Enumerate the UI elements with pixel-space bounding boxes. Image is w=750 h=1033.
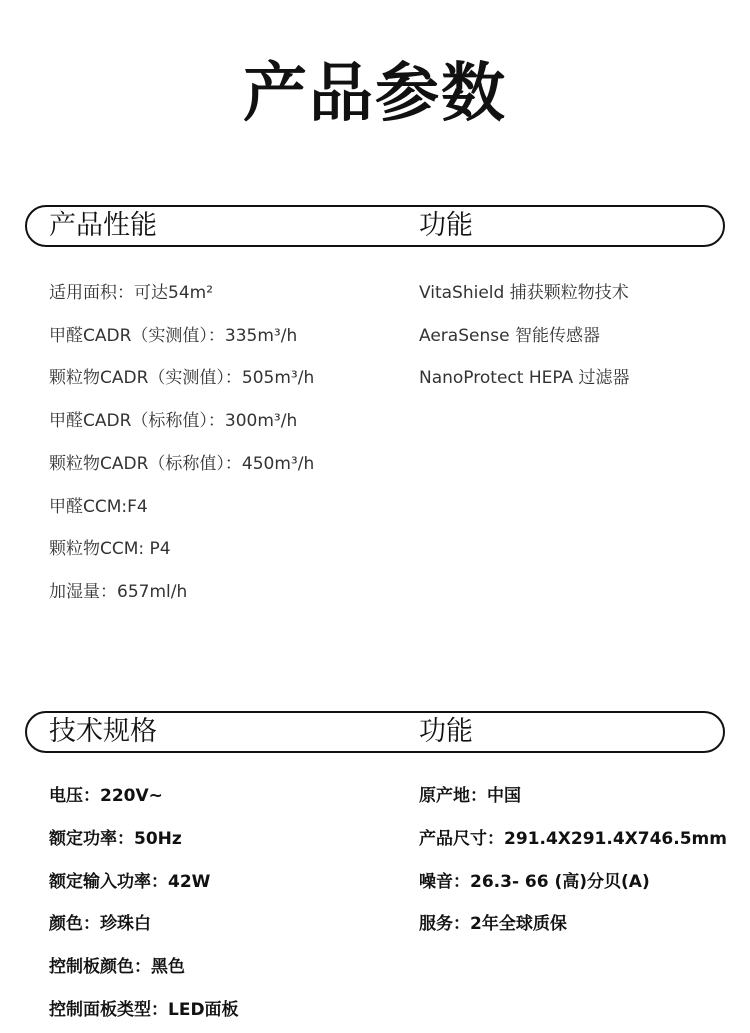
feature-item-aerasense: AeraSense 智能传感器 bbox=[419, 326, 600, 346]
spec-item-rated-input-power: 额定输入功率：42W bbox=[49, 872, 211, 892]
performance-item-particle-cadr-nominal: 颗粒物CADR（标称值）：450m³/h bbox=[49, 454, 315, 474]
performance-item-formaldehyde-cadr-nominal: 甲醛CADR（标称值）：300m³/h bbox=[49, 411, 298, 431]
spec-item-voltage: 电压：220V~ bbox=[49, 786, 163, 806]
specs-heading: 技术规格 bbox=[49, 716, 157, 747]
page-title: 产品参数 bbox=[243, 57, 507, 131]
specs-features-heading: 功能 bbox=[419, 716, 473, 747]
spec-item-dimensions: 产品尺寸：291.4X291.4X746.5mm bbox=[419, 829, 727, 849]
performance-section-header bbox=[25, 205, 725, 247]
spec-item-panel-type: 控制面板类型：LED面板 bbox=[49, 1000, 239, 1020]
performance-item-humidification: 加湿量：657ml/h bbox=[49, 582, 188, 602]
spec-item-origin: 原产地：中国 bbox=[419, 786, 521, 806]
performance-item-formaldehyde-cadr-measured: 甲醛CADR（实测值）：335m³/h bbox=[49, 326, 298, 346]
performance-heading: 产品性能 bbox=[49, 210, 157, 241]
performance-item-formaldehyde-ccm: 甲醛CCM:F4 bbox=[49, 497, 148, 517]
spec-item-noise: 噪音：26.3- 66 (高)分贝(A) bbox=[419, 872, 650, 892]
spec-item-warranty: 服务：2年全球质保 bbox=[419, 914, 567, 934]
feature-item-nanoprotect: NanoProtect HEPA 过滤器 bbox=[419, 368, 630, 388]
spec-item-color: 颜色：珍珠白 bbox=[49, 914, 151, 934]
specs-section-header bbox=[25, 711, 725, 753]
spec-item-rated-frequency: 额定功率：50Hz bbox=[49, 829, 182, 849]
features-heading: 功能 bbox=[419, 210, 473, 241]
performance-item-area: 适用面积：可达54m² bbox=[49, 283, 214, 303]
feature-item-vitashield: VitaShield 捕获颗粒物技术 bbox=[419, 283, 629, 303]
performance-item-particle-ccm: 颗粒物CCM: P4 bbox=[49, 539, 171, 559]
performance-item-particle-cadr-measured: 颗粒物CADR（实测值）：505m³/h bbox=[49, 368, 315, 388]
spec-item-panel-color: 控制板颜色：黑色 bbox=[49, 957, 185, 977]
